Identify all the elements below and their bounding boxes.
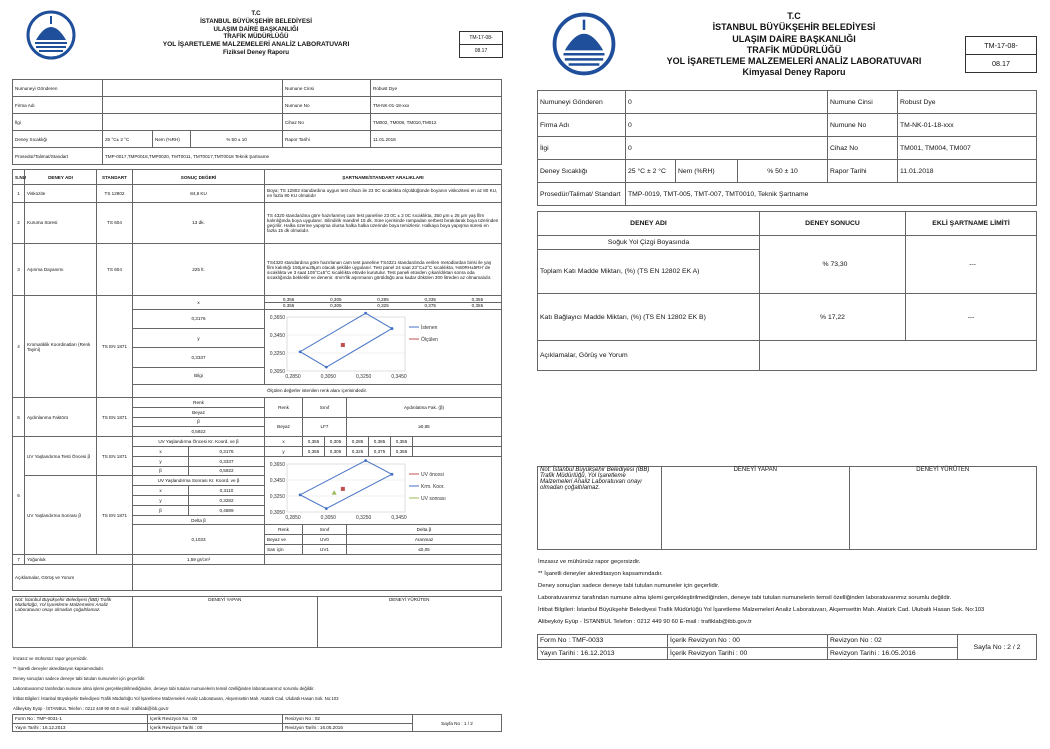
chromaticity-note: Ölçülen değerler istenilen renk alanı içerisindedir.: [133, 384, 502, 397]
document-code: TM-17-08-: [984, 41, 1018, 50]
uv-y-label: y: [265, 446, 303, 456]
uv-delta-limit: ≤0,05: [347, 545, 502, 555]
procedure-value: TMP-0019, TMT-005, TMT-007, TMT0010, Teknik Şartname: [626, 183, 1037, 206]
sample-type-label: Numune Cinsi: [283, 80, 371, 97]
y-tick-label: 0,3650: [269, 461, 286, 468]
page-number: Sayfa No : 2 / 2: [958, 635, 1037, 660]
conducted-by-label: DENEYİ YÜRÜTEN: [849, 467, 1037, 550]
signature-table: [537, 466, 1037, 550]
header-department: ULAŞIM DAİRE BAŞKANLIĞI: [213, 25, 299, 33]
lum-class: LF7: [303, 417, 347, 437]
limit-x: 0,285: [377, 297, 389, 303]
uv-before-y-label: y: [133, 456, 189, 466]
uv-after-name: UV Yaşlandırma Sonrası β: [25, 476, 97, 555]
test-name: Kromatiklik Koordinatları (Renk Tayini): [25, 296, 97, 397]
delta-beta-value: 0,1033: [133, 525, 265, 554]
test-name: Toplam Katı Madde Miktarı, (%) (TS EN 12802 EK A): [538, 250, 760, 294]
header-municipality: İSTANBUL BÜYÜKŞEHİR BELEDİYESİ: [200, 17, 312, 25]
lum-header-class: Sınıf: [303, 397, 347, 417]
publish-date: Yayın Tarihi : 16.12.2013: [538, 647, 668, 660]
required-area-line: [300, 460, 392, 508]
measured-point: [341, 486, 345, 490]
row-number: 5: [13, 397, 25, 436]
sender-label: Numuneyi Gönderen: [538, 91, 626, 114]
procedure-label: Prosedür/Talimat/Standart: [13, 148, 103, 165]
subject-value: [103, 114, 283, 131]
humidity-label: Nem (%RH): [676, 160, 738, 183]
x-tick-label: 0,3250: [356, 373, 372, 380]
limit-y: 0,305: [325, 446, 347, 456]
y-coordinate-value: 0,3337: [133, 348, 265, 367]
note-line: ** İşaretli deneyler akreditasyon kapsamındadır.: [538, 571, 663, 577]
remarks-label: Açıklamalar, Görüş ve Yorum: [538, 340, 760, 370]
physical-tests-table: [12, 169, 502, 591]
test-limit: ---: [906, 294, 1037, 340]
subject-label: İlgi: [538, 137, 626, 160]
document-code-box: [459, 31, 503, 58]
row-number: 2: [13, 202, 25, 243]
publish-date: Yayın Tarihi : 16.12.2013: [13, 723, 148, 732]
uv-header-color: Renk: [265, 525, 303, 535]
physical-report-page: [6, 6, 506, 741]
sample-no-value: TM-NK-01-18-xxx: [371, 97, 502, 114]
col-test-name: DENEY ADI: [25, 170, 97, 185]
y-tick-label: 0,3450: [269, 477, 286, 484]
required-area-point: [299, 350, 302, 353]
test-standard: TS EN 1871: [97, 296, 133, 397]
subject-label: İlgi: [13, 114, 103, 131]
test-standard: TS EN 1871: [97, 397, 133, 436]
test-limit: ---: [969, 261, 976, 268]
limit-x: 0,355: [282, 297, 295, 303]
procedure-label: Prosedür/Talimat/ Standart: [538, 183, 626, 206]
document-code: TM-17-08-: [469, 35, 493, 41]
sender-label: Numuneyi Gönderen: [13, 80, 103, 97]
uv-before-x-label: x: [133, 446, 189, 456]
test-standard: TS EN 1871: [97, 437, 133, 476]
header-tc: T.C: [787, 11, 801, 21]
firm-label: Firma Adı: [538, 114, 626, 137]
uv-header-class: Sınıf: [303, 525, 347, 535]
uv-before-beta-label: β: [133, 466, 189, 476]
sender-value: 0: [626, 91, 828, 114]
test-result: 84,8 KU: [133, 185, 265, 202]
uv-after-beta: 0,4889: [189, 505, 265, 515]
x-coordinate-value: 0,3176: [133, 309, 265, 328]
x-tick-label: 0,3050: [320, 514, 336, 521]
legend-label: UV sonrası: [421, 495, 446, 502]
conducted-by-label: DENEYİ YÜRÜTEN: [317, 597, 502, 648]
header-department: ULAŞIM DAİRE BAŞKANLIĞI: [732, 33, 856, 44]
limit-x: 0,305: [325, 437, 347, 447]
required-area-line: [300, 313, 392, 367]
copy-restriction-note: Not: İstanbul Büyükşehir Belediyesi (İBB) Trafik Müdürlüğü, Yol İşaretleme Malzemeleri Analiz Laboratuvarı onayı olmadan çoğaltılamaz.: [538, 467, 662, 550]
test-result: % 73,30: [822, 261, 848, 268]
limit-y: 0,325: [377, 303, 389, 309]
note-line: Deney sonuçları sadece deneye tabi tutulan numuneler için geçerlidir.: [13, 676, 146, 681]
uv-after-y-label: y: [133, 496, 189, 506]
required-area-point: [364, 311, 367, 314]
firm-value: 0: [626, 114, 828, 137]
report-date-value: 11.01.2018: [898, 160, 1037, 183]
row-number: 3: [13, 244, 25, 296]
limit-y: 0,355: [303, 446, 325, 456]
limit-y: 0,375: [424, 303, 436, 309]
sample-no-label: Numune No: [828, 114, 898, 137]
limit-x: 0,335: [424, 297, 436, 303]
y-tick-label: 0,3050: [269, 509, 286, 516]
subject-value: 0: [626, 137, 828, 160]
temperature-value: 25 °C± 2 °C: [103, 131, 153, 148]
y-tick-label: 0,3250: [269, 493, 286, 500]
test-standard: TS 604: [97, 244, 133, 296]
header-report-type: Kimyasal Deney Raporu: [742, 67, 846, 78]
note-line: Laboratuvarımız tarafından numune alma işlemi gerçekleştirilmediğinden, deneye tabi tutulan numunelerin temsil özelliğinden laboratuvarımız sorumlu değildir.: [13, 686, 315, 691]
note-line: Alibeyköy Eyüp - İSTANBUL Telefon : 0212 449 90 60 E-mail : trafiklab@ibb.gov.tr: [538, 619, 752, 625]
uv-chart-cell: [265, 456, 502, 525]
col-limit: EKLİ ŞARTNAME LİMİTİ: [906, 212, 1037, 236]
test-name: Viskozite: [25, 185, 97, 202]
device-no-label: Cihaz No: [283, 114, 371, 131]
ibb-logo-icon: [552, 12, 616, 76]
row-number: 6: [13, 437, 25, 555]
device-no-value: TM002, TM008, TM010,TM012: [371, 114, 502, 131]
content-revision-date: İçerik Revizyon Tarihi : 00: [668, 647, 828, 660]
header-report-type: Fiziksel Deney Raporu: [222, 49, 290, 57]
note-line: İmzasız ve mühürsüz rapor geçersizdir.: [538, 559, 641, 565]
temperature-label: Deney Sıcaklığı: [13, 131, 103, 148]
test-requirement: TS 4320 standardına göre hazırlanmış cam test paneline 23 0C ± 2 0C sıcaklıkta, 350 μm ± 25 μm yaş film kalınlığında boya uygulanır. Silindirik mandrel 15 dk. Süre içerisinde rampadan serbest bırakılarak boya üzerinden geçirilir. Halka üzerine yapışma olursa halka halka üzerinde boya temizlenir. Halkaya boya yapışma süresi en fazla 15 dk olmalıdır.: [265, 202, 502, 243]
report-date-label: Rapor Tarihi: [283, 131, 371, 148]
chemical-report-page: [534, 6, 1042, 741]
test-name: Aydınlanma Faktörü: [25, 397, 97, 436]
report-notes: [13, 654, 501, 714]
sender-value: [103, 80, 283, 97]
required-area-point: [364, 459, 367, 462]
header-laboratory: YOL İŞARETLEME MALZEMELERİ ANALİZ LABORATUVARI: [162, 41, 350, 48]
color-label: Renk: [133, 397, 265, 407]
header-tc: T.C: [251, 10, 261, 17]
test-result: 1,59 gr/cm³: [133, 554, 265, 564]
x-tick-label: 0,2850: [285, 514, 301, 521]
x-tick-label: 0,3250: [356, 514, 372, 521]
signature-table: [12, 596, 502, 648]
ibb-logo-icon: [26, 10, 76, 60]
prepared-by-label: DENEYİ YAPAN: [133, 597, 318, 648]
col-requirement: ŞARTNAME/STANDART ARALIKLARI: [265, 170, 502, 185]
uv-before-beta: 0,5922: [189, 466, 265, 476]
form-footer: [537, 634, 1037, 660]
test-name: Kuruma Süresi: [25, 202, 97, 243]
document-version: 08.17: [966, 54, 1036, 72]
limit-y: 0,355: [282, 303, 295, 309]
note-line: Deney sonuçları sadece deneye tabi tutulan numuneler için geçerlidir.: [538, 583, 720, 589]
x-tick-label: 0,2850: [285, 373, 301, 380]
uv-before-title: UV Yaşlandırma Öncesi Kr. Koord. ve β: [133, 437, 265, 447]
sample-type-value: Robust Dye: [898, 91, 1037, 114]
humidity-value: % 50 ± 10: [738, 160, 828, 183]
humidity-value: % 50 ± 10: [191, 131, 283, 148]
form-footer: [12, 714, 502, 732]
beta-value: 0,5922: [133, 427, 265, 437]
beta-label: β: [133, 417, 265, 427]
uv-after-x: 0,3110: [189, 486, 265, 496]
revision-date: Revizyon Tarihi : 16.05.2016: [828, 647, 958, 660]
y-tick-label: 0,3250: [269, 350, 286, 357]
uv-before-name: UV Yaşlandırma Testi Öncesi β: [25, 437, 97, 476]
info-label: Bilgi: [133, 367, 265, 384]
delta-beta-label: Delta β: [133, 515, 265, 525]
required-area-point: [325, 365, 328, 368]
limit-y: 0,375: [369, 446, 391, 456]
device-no-label: Cihaz No: [828, 137, 898, 160]
page-number: Sayfa No : 1 / 2: [413, 715, 502, 732]
required-area-point: [299, 493, 302, 496]
x-coordinate-label: x: [133, 296, 265, 309]
limit-x: 0,285: [347, 437, 369, 447]
limit-x: 0,355: [471, 297, 484, 303]
report-header: [126, 10, 386, 57]
test-result: 225 lt.: [133, 244, 265, 296]
x-tick-label: 0,3050: [320, 373, 336, 380]
report-date-label: Rapor Tarihi: [828, 160, 898, 183]
sample-type-label: Numune Cinsi: [828, 91, 898, 114]
firm-label: Firma Adı: [13, 97, 103, 114]
lum-header-factor: Aydınlatma Fak. (β): [347, 397, 502, 417]
lum-color: Beyaz: [265, 417, 303, 437]
legend-label: Ölçülen: [421, 336, 438, 343]
required-area-point: [325, 507, 328, 510]
uv-after-title: UV Yaşlandırma Sonrası Kr. Koord. ve β: [133, 476, 265, 486]
col-result: SONUÇ DEĞERİ: [133, 170, 265, 185]
note-line: Laboratuvarımız tarafından numune alma işlemi gerçekleştirilmediğinden, deneye tabi tutulan numunelerin temsil özelliğinden laboratuvarımız sorumlu değildir.: [538, 595, 952, 601]
paint-category: Soğuk Yol Çizgi Boyasında: [538, 236, 760, 250]
content-revision-no: İçerik Revizyon No : 00: [148, 715, 283, 724]
note-line: İrtibat Bilgileri: İstanbul Büyükşehir Belediyesi Trafik Müdürlüğü Yol İşaretleme Malzemeleri Analiz Laboratuvarı, Akşemsettin Mah. Atatürk Cad. Ulubatlı Hasan Sok. No:103: [538, 607, 985, 613]
limit-y: 0,355: [391, 446, 413, 456]
chemical-tests-table: [537, 211, 1037, 371]
y-tick-label: 0,3450: [269, 332, 286, 339]
test-standard: TS EN 1871: [97, 476, 133, 555]
report-date-value: 11.01.2018: [371, 131, 502, 148]
y-tick-label: 0,3050: [269, 368, 286, 375]
document-code-box: [965, 36, 1037, 73]
uv-x-label: x: [265, 437, 303, 447]
lum-factor: ≥0,85: [347, 417, 502, 437]
humidity-label: Nem (%RH): [153, 131, 191, 148]
col-sno: S.NU: [13, 170, 25, 185]
limit-y: 0,305: [330, 303, 342, 309]
y-coordinate-label: y: [133, 328, 265, 347]
test-name: Yoğunluk: [25, 554, 133, 564]
uv-before-y: 0,3337: [189, 456, 265, 466]
test-requirement: TS4320 standardına göre hazırlanan cam test paneline TS4321 standardında verilen metodlardan birisi ile yaş film kalınlığı 150μm±25μm olacak şekilde uygulanır. Test panel 24 saat 23°C±2°C sıcaklıkta, %50RH±5RH' de sıcaklıkta ve 3 saat 105°C±5°C sıcaklıkta etüvde kurutulur. Test paneli etüvden çıkarıldıktan sonra oda sıcaklığında bekletilir ve denenir. 4mm'lik aşınmanın görüldüğü ana kadar dökülen 300 litreden az olmamalıdır.: [265, 244, 502, 296]
form-no: Form No : TMF-0031-1: [13, 715, 148, 724]
test-result: % 17,22: [760, 294, 906, 340]
uv-header-delta: Delta β: [347, 525, 502, 535]
y-tick-label: 0,3650: [269, 314, 286, 321]
report-notes: [538, 556, 1038, 628]
device-no-value: TM001, TM004, TM007: [898, 137, 1037, 160]
legend-label: Krm. Koor.: [421, 483, 445, 490]
color-value: Beyaz: [133, 407, 265, 417]
test-name: Aşınma Dayanımı: [25, 244, 97, 296]
firm-value: [103, 97, 283, 114]
test-name: Katı Bağlayıcı Madde Miktarı, (%) (TS EN 12802 EK B): [538, 294, 760, 340]
header-directorate: TRAFİK MÜDÜRLÜĞÜ: [223, 33, 289, 41]
row-number: 7: [13, 554, 25, 564]
note-line: İmzasız ve mühürsüz rapor geçersizdir.: [13, 656, 88, 661]
uv-class: UV1: [303, 545, 347, 555]
sample-info-table: [537, 90, 1037, 206]
uv-before-x: 0,3176: [189, 446, 265, 456]
note-line: ** İşaretli deneyler akreditasyon kapsamındadır.: [13, 666, 105, 671]
row-number: 1: [13, 185, 25, 202]
col-result: DENEY SONUCU: [760, 212, 906, 236]
limit-x: 0,355: [391, 437, 413, 447]
uv-chromaticity-chart: [265, 460, 465, 522]
uv-color: Sarı için: [265, 545, 303, 555]
procedure-value: TMP-0017,TMP0018,TMP0020, TMT0011, TMT0017,TMT0018 Teknik Şartname: [103, 148, 502, 165]
legend-label: UV öncesi: [421, 471, 444, 478]
copy-restriction-note: Not: İstanbul Büyükşehir Belediyesi (İBB) Trafik Müdürlüğü, Yol İşaretleme Malzemeleri Analiz Laboratuvarı onayı olmadan çoğaltılamaz.: [13, 597, 133, 648]
temperature-value: 25 °C ± 2 °C: [626, 160, 676, 183]
x-tick-label: 0,3450: [391, 514, 407, 521]
header-municipality: İSTANBUL BÜYÜKŞEHİR BELEDİYESİ: [712, 22, 876, 33]
x-tick-label: 0,3450: [391, 373, 407, 380]
revision-no: Revizyon No : 02: [283, 715, 413, 724]
lum-header-color: Renk: [265, 397, 303, 417]
content-revision-no: İçerik Revizyon No : 00: [668, 635, 828, 648]
prepared-by-label: DENEYİ YAPAN: [662, 467, 850, 550]
row-number: 4: [13, 296, 25, 397]
sample-type-value: Robust Dye: [371, 80, 502, 97]
test-standard: TS 604: [97, 202, 133, 243]
col-standard: STANDART: [97, 170, 133, 185]
form-no: Form No : TMF-0033: [538, 635, 668, 648]
required-area-point: [391, 327, 394, 330]
uv-color: Beyaz ve: [265, 535, 303, 545]
uv-after-beta-label: β: [133, 505, 189, 515]
header-directorate: TRAFİK MÜDÜRLÜĞÜ: [746, 44, 842, 55]
report-header: [644, 11, 944, 79]
required-area-point: [391, 472, 394, 475]
test-result: 13 dk.: [133, 202, 265, 243]
header-laboratory: YOL İŞARETLEME MALZEMELERİ ANALİZ LABORATUVARI: [666, 56, 922, 66]
limit-y: 0,325: [347, 446, 369, 456]
chromaticity-limits: [265, 296, 502, 309]
document-version: 08.17: [460, 44, 502, 57]
limit-x: 0,385: [369, 437, 391, 447]
sample-info-table: [12, 79, 502, 165]
revision-no: Revizyon No : 02: [828, 635, 958, 648]
measured-point: [341, 343, 345, 347]
limit-x: 0,355: [303, 437, 325, 447]
uv-delta-limit: Aranmaz: [347, 535, 502, 545]
test-standard: TS 12802: [97, 185, 133, 202]
remarks-label: Açıklamalar, Görüş ve Yorum: [13, 564, 133, 590]
note-line: Alibeyköy Eyüp - İSTANBUL Telefon : 0212 449 90 60 E-mail : trafiklab@ibb.gov.tr: [13, 706, 169, 711]
revision-date: Revizyon Tarihi : 16.05.2016: [283, 723, 413, 732]
col-test-name: DENEY ADI: [538, 212, 760, 236]
sample-no-label: Numune No: [283, 97, 371, 114]
temperature-label: Deney Sıcaklığı: [538, 160, 626, 183]
remarks-value: [133, 564, 502, 590]
limit-y: 0,355: [471, 303, 484, 309]
measured-point: [332, 490, 337, 495]
uv-after-y: 0,3282: [189, 496, 265, 506]
sample-no-value: TM-NK-01-18-xxx: [898, 114, 1037, 137]
remarks-value: [760, 340, 1037, 370]
limit-x: 0,305: [330, 297, 342, 303]
test-requirement: Boya; TS 12802 standardına uygun test cihazı ile 23 0C sıcaklıkta ölçüldüğünde boyanın viskozitesi en az 80 KU, en fazla 90 KU olmalıdır: [265, 185, 502, 202]
content-revision-date: İçerik Revizyon Tarihi : 00: [148, 723, 283, 732]
uv-after-x-label: x: [133, 486, 189, 496]
chromaticity-chart: [265, 313, 465, 381]
note-line: İrtibat Bilgileri: İstanbul Büyükşehir Belediyesi Trafik Müdürlüğü Yol İşaretleme Malzemeleri Analiz Laboratuvarı, Akşemsettin Mah. Atatürk Cad. Ulubatlı Hasan Sok. No:103: [13, 696, 339, 701]
uv-class: UV0: [303, 535, 347, 545]
legend-label: İstenen: [421, 324, 438, 331]
chromaticity-chart-cell: [265, 309, 502, 384]
